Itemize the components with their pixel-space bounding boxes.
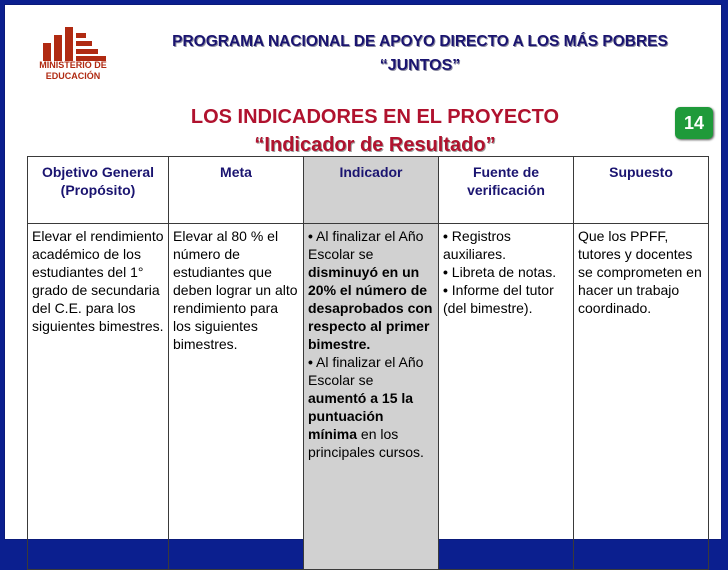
slide-title: LOS INDICADORES EN EL PROYECTO — [190, 106, 560, 128]
program-title: PROGRAMA NACIONAL DE APOYO DIRECTO A LOS MÁS POBRES — [172, 33, 668, 50]
header-supuesto: Supuesto — [574, 157, 709, 224]
cell-supuesto: Que los PPFF, tutores y docentes se comprometen en hacer un trabajo coordinado. — [574, 224, 709, 570]
indicator-item — [308, 227, 434, 353]
indicator-item2-text: Al finalizar el Año Escolar se — [308, 354, 424, 388]
header-indicador: Indicador — [304, 157, 439, 224]
header-objetivo: Objetivo General (Propósito) — [28, 157, 169, 224]
fuente-item — [443, 227, 569, 263]
fuente-item — [443, 281, 569, 317]
ministry-logo-text — [35, 60, 111, 82]
bullet-icon: • — [443, 264, 448, 280]
ministry-logo — [35, 25, 115, 85]
cell-meta: Elevar al 80 % el número de estudiantes que deben lograr un alto rendimiento para los siguientes bimestres. — [169, 224, 304, 570]
bullet-icon: • — [308, 354, 313, 370]
bullet-icon: • — [443, 282, 448, 298]
indicator-item1-bold: disminuyó en un 20% el número de desaprobados con respecto al primer bimestre. — [308, 264, 433, 352]
bullet-icon: • — [308, 228, 313, 244]
fuente-item3-text: Informe del tutor (del bimestre). — [443, 282, 554, 316]
slide-subtitle: “Indicador de Resultado” — [254, 134, 496, 156]
program-subtitle: “JUNTOS” — [379, 57, 461, 74]
fuente-item1-text: Registros auxiliares. — [443, 228, 511, 262]
ministry-logo-icon — [41, 25, 111, 61]
logo-text-line2: EDUCACIÓN — [45, 71, 101, 81]
table-row — [28, 224, 709, 570]
indicators-table — [27, 156, 709, 570]
bullet-icon: • — [443, 228, 448, 244]
cell-objetivo: Elevar el rendimiento académico de los estudiantes del 1° grado de secundaria del C.E. para los siguientes bimestres. — [28, 224, 169, 570]
header-fuente: Fuente de verificación — [439, 157, 574, 224]
indicator-item2-bold: aumentó a 15 la puntuación mínima — [308, 390, 414, 442]
header-meta: Meta — [169, 157, 304, 224]
fuente-item2-text: Libreta de notas. — [451, 264, 557, 280]
cell-fuente — [439, 224, 574, 570]
indicator-item2-post: en los principales cursos. — [308, 426, 424, 460]
fuente-item — [443, 263, 569, 281]
cell-indicador — [304, 224, 439, 570]
indicator-item — [308, 353, 434, 461]
indicator-item1-text: Al finalizar el Año Escolar se — [308, 228, 424, 262]
table-header-row — [28, 157, 709, 224]
page-number-badge: 14 — [675, 107, 713, 139]
logo-text-line1: MINISTERIO DE — [39, 60, 107, 70]
